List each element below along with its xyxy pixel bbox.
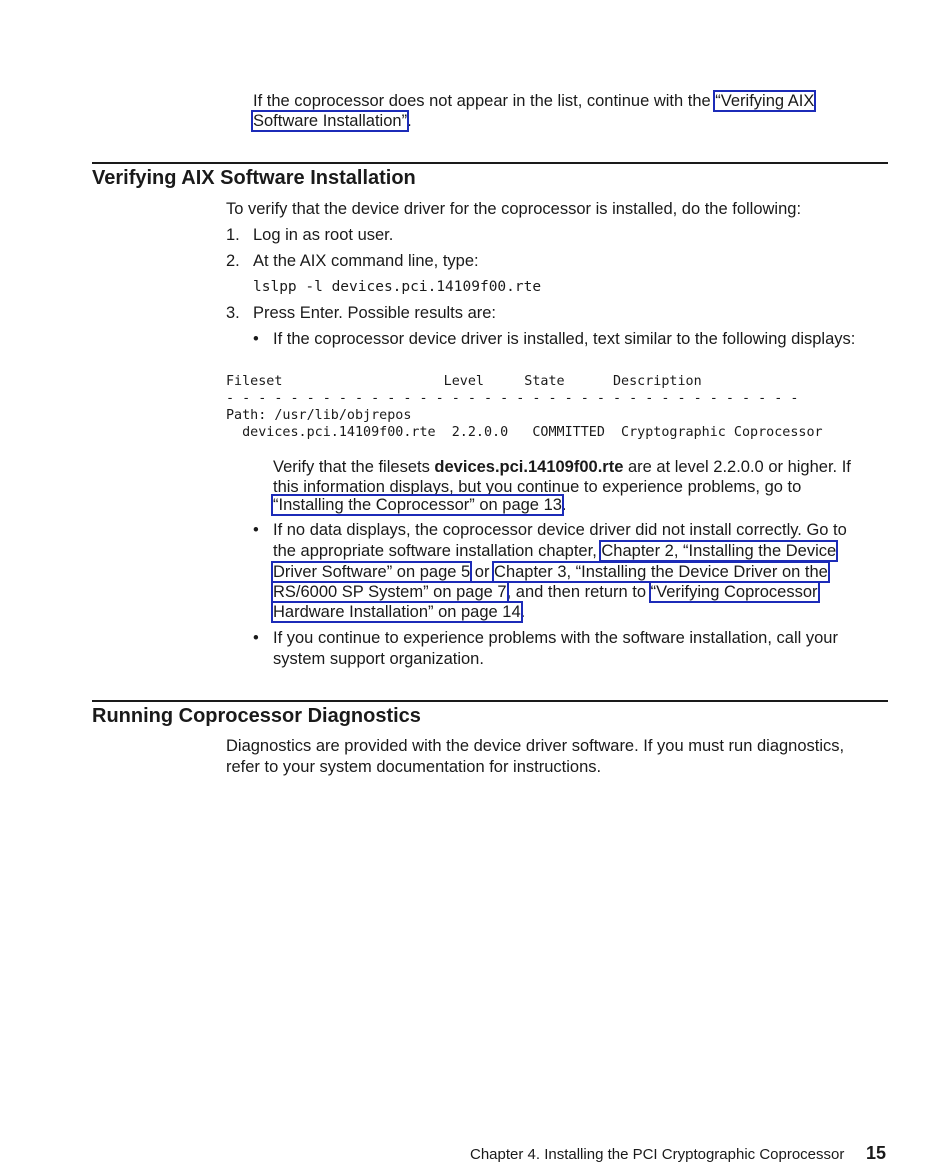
nodata-end: . — [520, 603, 526, 621]
footer-chapter: Chapter 4. Installing the PCI Cryptographic Coprocessor — [470, 1146, 845, 1163]
step-number-2: 2. — [226, 252, 240, 270]
nodata-pre: the appropriate software installation chapter, — [273, 542, 602, 560]
verify-end: . — [561, 496, 567, 514]
link-installing-coprocessor[interactable]: “Installing the Coprocessor” on page 13 — [273, 496, 562, 514]
nodata-line1: If no data displays, the coprocessor device driver did not install correctly. Go to — [273, 521, 847, 539]
diagnostics-line1: Diagnostics are provided with the device driver software. If you must run diagnostics, — [226, 737, 845, 755]
section-rule-1 — [92, 162, 888, 164]
link-verifying-aix-part2[interactable]: Software Installation” — [253, 112, 408, 130]
nodata-line5 — [273, 602, 873, 622]
nodata-line2 — [273, 541, 873, 561]
section-rule-2 — [92, 700, 888, 702]
code-row: devices.pci.14109f00.rte 2.2.0.0 COMMITTED Cryptographic Coprocessor — [226, 425, 823, 440]
step-number-1: 1. — [226, 226, 240, 244]
intro-end: . — [407, 112, 412, 130]
section-heading-verifying: Verifying AIX Software Installation — [92, 167, 416, 189]
page-number: 15 — [866, 1143, 887, 1163]
verify-pre: Verify that the filesets — [273, 458, 435, 476]
step-text-3: Press Enter. Possible results are: — [253, 304, 497, 322]
step-text-2: At the AIX command line, type: — [253, 252, 479, 270]
step-number-3: 3. — [226, 304, 240, 322]
verify-post: are at level 2.2.0.0 or higher. If — [623, 458, 851, 476]
code-header: Fileset Level State Description — [226, 374, 702, 389]
intro-text: If the coprocessor does not appear in the list, continue with the — [253, 92, 716, 110]
or-text: or — [470, 563, 495, 581]
link-chapter2-part1[interactable]: Chapter 2, “Installing the Device — [601, 542, 837, 560]
step-text-1: Log in as root user. — [253, 226, 394, 244]
command-lslpp: lslpp -l devices.pci.14109f00.rte — [253, 279, 542, 295]
nodata-line3 — [273, 562, 873, 582]
verify-line1 — [273, 457, 873, 477]
code-dashes: - - - - - - - - - - - - - - - - - - - - - - - - - - - - - - - - - - - - — [226, 391, 799, 406]
intro-line2 — [253, 111, 412, 131]
intro-line1 — [253, 91, 814, 111]
continue-line2: system support organization. — [273, 650, 484, 668]
nodata-line4 — [273, 582, 873, 602]
link-verifying-hardware-part2[interactable]: Hardware Installation” on page 14 — [273, 603, 521, 621]
continue-line1: If you continue to experience problems with the software installation, call your — [273, 629, 838, 647]
section1-lead: To verify that the device driver for the coprocessor is installed, do the following: — [226, 200, 802, 218]
code-path: Path: /usr/lib/objrepos — [226, 408, 412, 423]
link-verifying-hardware-part1[interactable]: “Verifying Coprocessor — [650, 583, 818, 601]
link-chapter2-part2[interactable]: Driver Software” on page 5 — [273, 563, 471, 581]
link-chapter3-part1[interactable]: Chapter 3, “Installing the Device Driver on the — [494, 563, 828, 581]
bullet-3: • — [253, 629, 259, 647]
link-chapter3-part2[interactable]: RS/6000 SP System” on page 7 — [273, 583, 507, 601]
bullet-2: • — [253, 521, 259, 539]
fileset-name: devices.pci.14109f00.rte — [434, 458, 624, 476]
verify-line3 — [273, 495, 873, 515]
section-heading-diagnostics: Running Coprocessor Diagnostics — [92, 705, 421, 727]
code-output-block — [226, 373, 823, 441]
link-verifying-aix-part1[interactable]: “Verifying AIX — [715, 92, 815, 110]
bullet-1: • — [253, 330, 259, 348]
return-text: , and then return to — [506, 583, 651, 601]
verify-line2: this information displays, but you continue to experience problems, go to — [273, 478, 802, 496]
diagnostics-line2: refer to your system documentation for instructions. — [226, 758, 602, 776]
bullet-text-installed: If the coprocessor device driver is installed, text similar to the following displays: — [273, 330, 856, 348]
